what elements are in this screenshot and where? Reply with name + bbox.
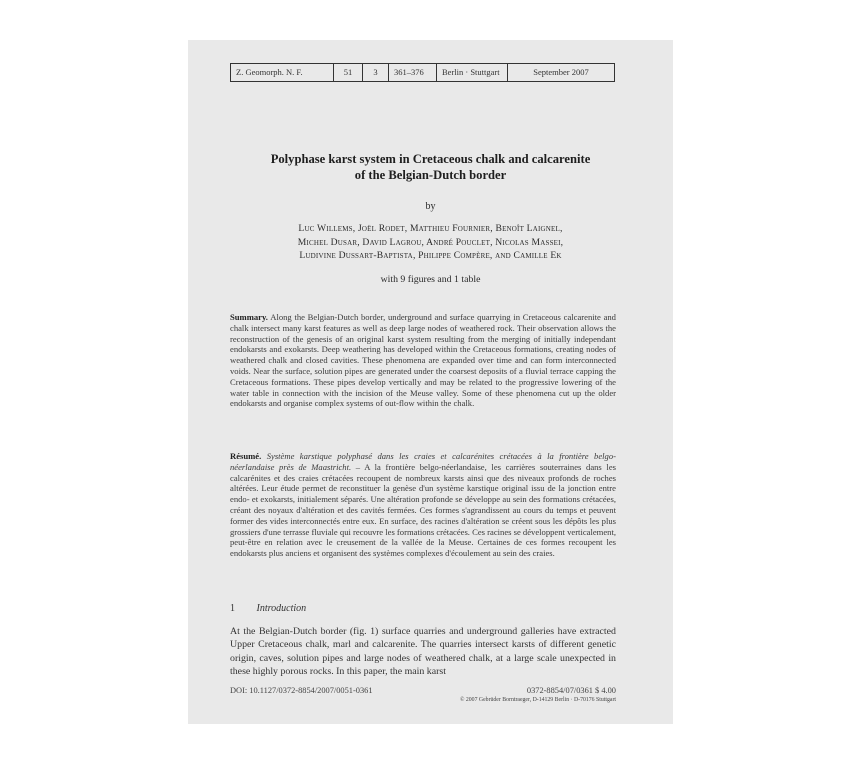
masthead-pages: 361–376 [389,64,437,81]
section-number: 1 [230,603,235,614]
figures-note: with 9 figures and 1 table [380,274,481,285]
resume-paragraph [230,451,616,559]
section-heading [230,603,306,614]
masthead-issue: 3 [363,64,389,81]
author-line: Michel Dusar, David Lagrou, André Pouclet, Nicolas Massei, [297,236,564,248]
by-label: by [425,201,436,212]
title-line: Polyphase karst system in Cretaceous chalk and calcarenite [270,152,591,166]
author-list [238,222,623,263]
masthead-volume: 51 [334,64,363,81]
issn-line: 0372-8854/07/0361 $ 4.00 [526,686,616,695]
copyright-line: © 2007 Gebrüder Borntraeger, D-14129 Berlin · D-70176 Stuttgart [460,696,616,703]
resume-title: Système karstique polyphasé dans les craies et calcarénites crétacées à la frontière belgo-néerlandaise près de Maastricht. [230,451,616,472]
title-line: of the Belgian-Dutch border [354,168,507,182]
masthead-date: September 2007 [533,67,589,77]
author-line: Ludivine Dussart-Baptista, Philippe Compère, and Camille Ek [299,250,562,261]
copyright-block [460,686,616,705]
paper-page [188,40,673,724]
resume-text: – A la frontière belgo-néerlandaise, les carrières souterraines dans les calcarénites et des craies crétacées recoupent de nombreux karsts ainsi que des niveaux profonds de roches altérées. Leur étude permet de reconstituer la genèse d'un système karstique original issu de la jonction entre endo- et exokarsts, initialement séparés. Une altération profonde se développe au sein des formations crétacées, créant des noyaux d'altération et des cavités fermées. Ces formes s'agrandissent au cours du temps et peuvent former des vides interconnectés entre eux. En surface, des racines d'altération se créent sous les dépôts les plus grossiers d'une terrasse fluviale qui recouvre les formations crétacées. Ces racines se développent verticalement, peut-être en relation avec le creusement de la vallée de la Meuse. Certaines de ces formes recoupent les endokarsts plus anciens et organisent des systèmes complexes d'écoulement au sein des craies. [230,461,616,559]
summary-heading: Summary. [230,312,268,322]
section-title: Introduction [256,603,307,614]
summary-paragraph [230,312,616,409]
intro-paragraph: At the Belgian-Dutch border (fig. 1) surface quarries and underground galleries have extracted Upper Cretaceous chalk, marl and calcarenite. The quarries intersect karsts of different genetic origin, caves, solution pipes and large nodes of weathered chalk, at a large scale unexpected in these highly porous rocks. In this paper, the main karst [230,626,616,677]
masthead-place: Berlin · Stuttgart [437,64,508,81]
journal-masthead [230,63,615,82]
summary-text: Along the Belgian-Dutch border, underground and surface quarrying in Cretaceous calcarenite and chalk intersect many karst features as well as deep large nodes of weathered rock. Their observation allows the reconstruction of the genesis of an original karst system resulting from the merging of initially independant endokarsts and exokarsts. Deep weathering has developed within the Cretaceous formations, creating nodes of weathered chalk and closed cavities. These phenomena are expanded over time and can form interconnected voids. Near the surface, solution pipes are generated under the coarsest deposits of a fluvial terrace capping the Cretaceous formations. These pipes develop vertically and may be related to the progressive lowering of the water table in connection with the incision of the Meuse valley. Some of these phenomena cut up the older endokarsts and organise complex systems of out-flow within the chalk. [230,312,616,409]
author-line: Luc Willems, Joël Rodet, Matthieu Fournier, Benoît Laignel, [298,223,563,234]
paper-title [218,151,643,183]
doi-line: DOI: 10.1127/0372-8854/2007/0051-0361 [230,686,373,695]
resume-heading: Résumé. [230,451,262,461]
masthead-journal: Z. Geomorph. N. F. [231,64,334,81]
